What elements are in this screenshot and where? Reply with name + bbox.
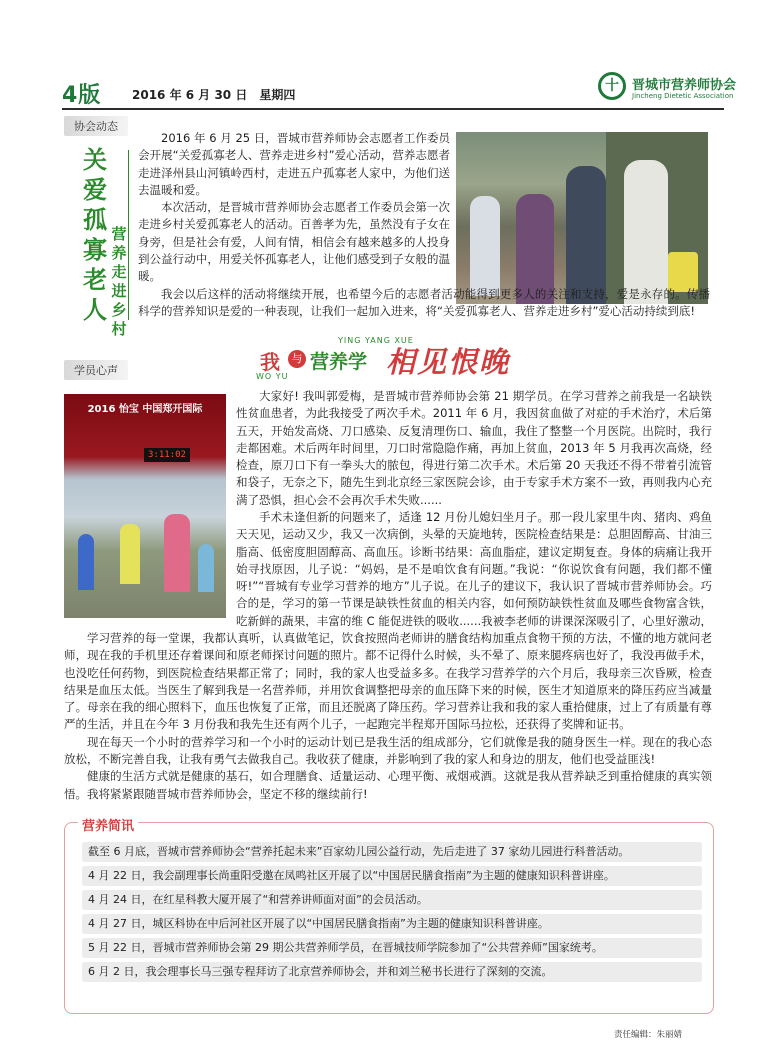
paragraph: 手术未逢但新的问题来了，适逢 12 月份儿媳妇坐月子。那一段儿家里牛肉、猪肉、鸡鱼天天见，运动又少，我又一次病倒，头晕的天旋地转，医院检查结果是：总胆固醇高、甘油三脂高、低密度胆固醇高、高血压。诊断书结果：高血脂症，建议定期复查。身体的病痛让我开始寻找原因，儿子说：“妈妈，是不是咱饮食有问题。”我说：“你说饮食有问题，我们都不懂呀!”“晋城有专业学习营养的地方”儿子说。在儿子的建议下，我认识了晋城市营养师协会。巧合的是，学习的第一节课是缺铁性贫血的相关内容，如何预防缺铁性贫血及哪些食物富含铁，吃新鲜的蔬果，丰富的维 C 能促进铁的吸收......我被李老师的讲课深深吸引了，心里好激动， [236, 510, 712, 627]
association-logo: 十 [598, 72, 626, 100]
article-association-news-col1 [138, 130, 450, 286]
volunteer-visit-photo [456, 132, 708, 304]
race-clock: 3:11:02 [144, 448, 190, 462]
header-rule [62, 108, 724, 110]
news-item: 4 月 27 日，城区科协在中后河社区开展了以“中国居民膳食指南”为主题的健康知识科普讲座。 [82, 914, 702, 934]
page-section-number: 4版 [62, 83, 102, 108]
paragraph: 大家好! 我叫郭爱梅，是晋城市营养师协会第 21 期学员。在学习营养之前我是一名缺铁性贫血患者，为此我接受了两次手术。2011 年 6 月，我因贫血做了对症的手术治疗，术后第五天，开始发高烧、刀口感染、反复清理伤口、输血，我住了整整一个月医院。出院时，我行走都困难。术后两年时间里，刀口时常隐隐作痛，再加上贫血，2013 年 5 月我再次高烧，经检查，原刀口下有一拳头大的脓包，得进行第二次手术。术后第 20 天我还不得不带着引流管和袋子，无奈之下，随先生到北京经三家医院会诊，由于专家手术方案不一致，再则我内心充满了恐惧，担心会不会再次手术失败...... [236, 389, 712, 507]
news-box-title: 营养简讯 [78, 815, 138, 834]
title-main: 相见恨晚 [386, 345, 511, 379]
article-student-fullwidth [64, 630, 712, 803]
title-char-yu: 与 [288, 350, 306, 368]
news-item: 6 月 2 日，我会理事长马三强专程拜访了北京营养师协会，并和刘兰秘书长进行了深刻的交流。 [82, 962, 702, 982]
title-divider [128, 150, 129, 320]
paragraph: 健康的生活方式就是健康的基石，如合理膳食、适量运动、心理平衡、戒烟戒酒。这就是我从营养缺乏到重拾健康的真实领悟。我将紧紧跟随晋城市营养师协会，坚定不移的继续前行! [64, 769, 712, 801]
news-item: 截至 6 月底，晋城市营养师协会“营养托起未来”百家幼儿园公益行动，先后走进了 37 家幼儿园进行科普活动。 [82, 842, 702, 862]
article-association-news-closing [138, 286, 710, 321]
association-name: 晋城市营养师协会 [632, 78, 737, 93]
photo-banner-text: 2016 怡宝 中国郑开国际 [87, 404, 203, 415]
paragraph: 我会以后这样的活动将继续开展，也希望今后的志愿者活动能得到更多人的关注和支持，爱是永存的。传播科学的营养知识是爱的一种表现，让我们一起加入进来，将“关爱孤寡老人、营养走进乡村”爱心活动持续到底! [138, 287, 710, 319]
paragraph: 2016 年 6 月 25 日，晋城市营养师协会志愿者工作委员会开展“关爱孤寡老人、营养走进乡村”爱心活动，营养志愿者走进泽州县山河镇岭西村，走进五户孤寡老人家中，为他们送去温暖和爱。 [138, 131, 450, 197]
paragraph: 本次活动，是晋城市营养师协会志愿者工作委员会第一次走进乡村关爱孤寡老人的活动。百善孝为先，虽然没有子女在身旁，但是社会有爱，人间有情，相信会有越来越多的人投身到公益行动中，用爱关怀孤寡老人，让他们感受到子女般的温暖。 [138, 200, 450, 284]
title-yingyangxue: 营养学 [310, 351, 368, 373]
title-char-wo: 我 [260, 350, 280, 374]
issue-date: 2016 年 6 月 30 日 星期四 [132, 88, 296, 102]
news-item: 4 月 24 日，在红星科教大厦开展了“和营养讲师面对面”的会员活动。 [82, 890, 702, 910]
title-pinyin-top: YING YANG XUE [338, 336, 414, 345]
section-tab-student-voices: 学员心声 [64, 360, 128, 380]
marathon-photo [64, 394, 226, 618]
article-student-col-right-2 [236, 509, 712, 627]
vertical-title-main: 关爱孤寡老人 [83, 145, 107, 324]
vertical-title-sub: 营养走进乡村 [111, 225, 127, 338]
association-name-en: Jincheng Dietetic Association [632, 92, 734, 100]
news-item: 4 月 22 日，我会副理事长尚重阳受邀在凤鸣社区开展了以“中国居民膳食指南”为主题的健康知识科普讲座。 [82, 866, 702, 886]
paragraph: 现在每天一个小时的营养学习和一个小时的运动计划已是我生活的组成部分，它们就像是我的随身医生一样。现在的我心态放松，不断完善自我，让我有勇气去做我自己。我收获了健康，并影响到了我的家人和身边的朋友，他们也受益匪浅! [64, 734, 712, 767]
editor-credit: 责任编辑：朱丽婧 [614, 1030, 683, 1040]
section-tab-association-news: 协会动态 [64, 116, 128, 136]
paragraph: 学习营养的每一堂课，我都认真听，认真做笔记，饮食按照尚老师讲的膳食结构加重点食物干预的方法，不懂的地方就问老师，现在我的手机里还存着课间和原老师探讨问题的照片。都不记得什么时候，头不晕了、原来腿疼病也好了，我没再做手术，也没吃任何药物，到医院检查结果都正常了；同时，我的家人也受益多多。在我学习营养学的六个月后，我母亲三次昏厥，检查结果是血压太低。当医生了解到我是一名营养师，并用饮食调整把母亲的血压降下来的时候，医生才知道原来的降压药应当减量了。母亲在我的细心照料下，血压也恢复了正常，而且还脱离了降压药。学习营养让我和我的家人重拾健康，过上了有质量有尊严的生活，并且在今年 3 月份我和我先生还有两个儿子，一起跑完半程郑开国际马拉松，还获得了奖牌和证书。 [64, 631, 712, 732]
article-student-col-right [236, 388, 712, 509]
news-item: 5 月 22 日，晋城市营养师协会第 29 期公共营养师学员，在晋城技师学院参加了“公共营养师”国家统考。 [82, 938, 702, 958]
title-pinyin-left: WO YU [256, 372, 289, 381]
